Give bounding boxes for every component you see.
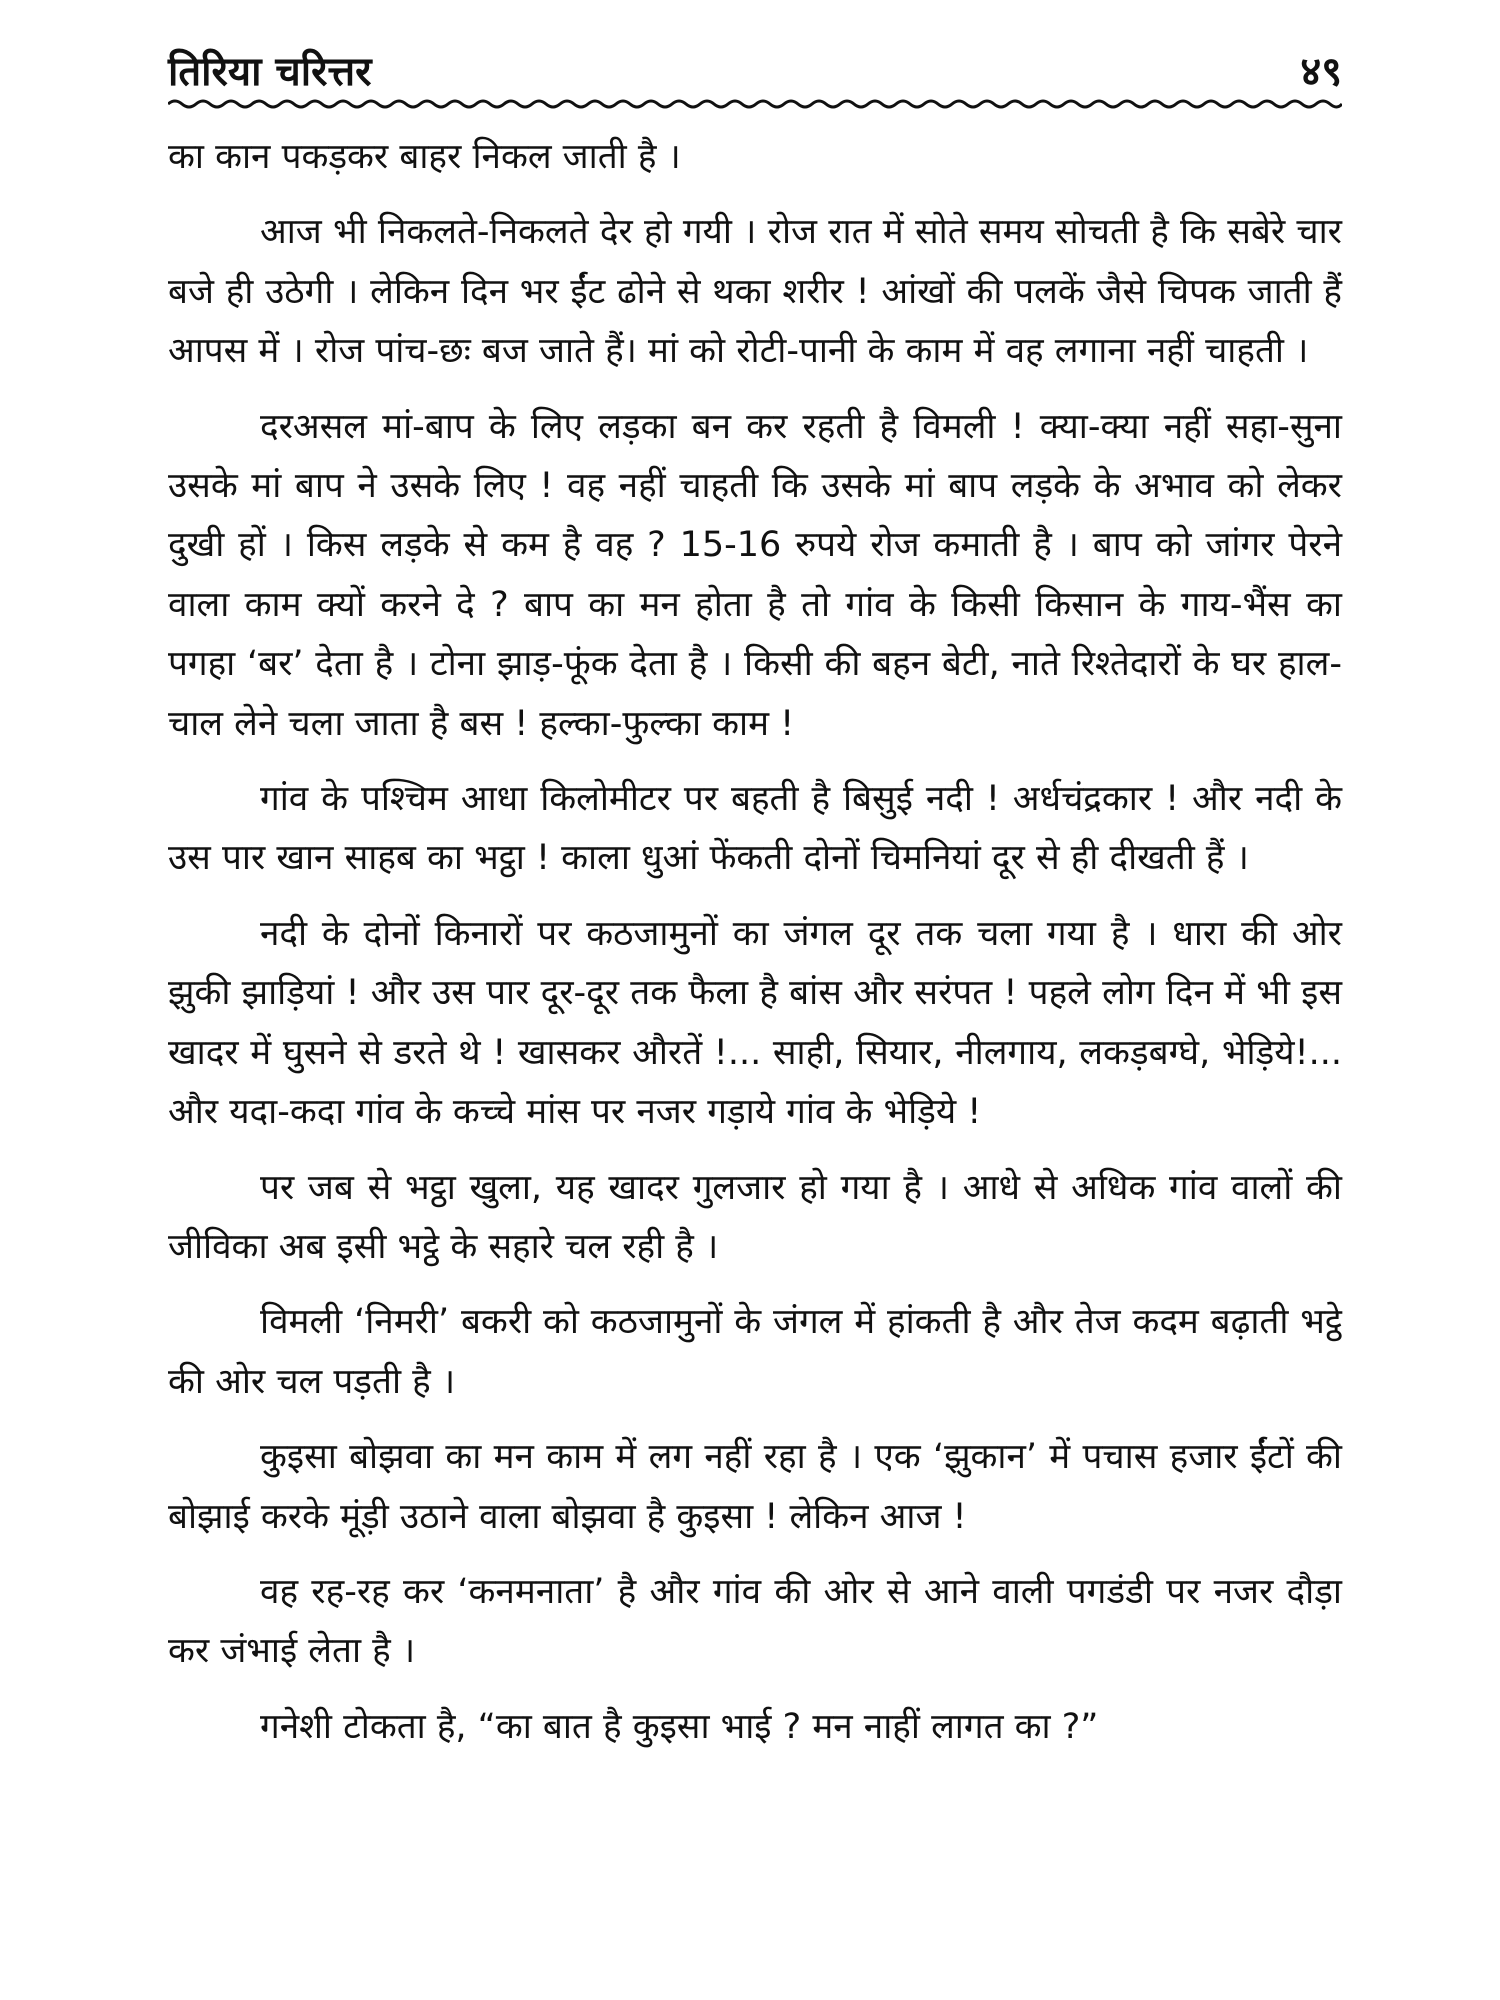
running-title: तिरिया चरित्तर [168,49,372,95]
header-wavy-rule [168,96,1342,112]
paragraph-5: नदी के दोनों किनारों पर कठजामुनों का जंगल दूर तक चला गया है । धारा की ओर झुकी झाड़ियां ! और उस पार दूर-दूर तक फैला है बांस और सरंपत ! पहले लोग दिन में भी इस खादर में घुसने से डरते थे ! खासकर औरतें !... साही, सियार, नीलगाय, लकड़बग्घे, भेड़िये!... और यदा-कदा गांव के कच्चे मांस पर नजर गड़ाये गांव के भेड़िये ! [168,913,1342,1133]
paragraph-9: वह रह-रह कर ‘कनमनाता’ है और गांव की ओर से आने वाली पगडंडी पर नजर दौड़ा कर जंभाई लेता है । [168,1571,1342,1672]
paragraph-6: पर जब से भट्ठा खुला, यह खादर गुलजार हो गया है । आधे से अधिक गांव वालों की जीविका अब इसी भट्ठे के सहारे चल रही है । [168,1167,1342,1267]
paragraph-8: कुइसा बोझवा का मन काम में लग नहीं रहा है । एक ‘झुकान’ में पचास हजार ईंटों की बोझाई करके मूंड़ी उठाने वाला बोझवा है कुइसा ! लेकिन आज ! [168,1437,1342,1537]
paragraph-10: गनेशी टोकता है, “का बात है कुइसा भाई ? मन नाहीं लागत का ?” [260,1706,1099,1747]
page-header [168,40,1342,100]
paragraph-2: आज भी निकलते-निकलते देर हो गयी । रोज रात में सोते समय सोचती है कि सबेरे चार बजे ही उठेगी । लेकिन दिन भर ईंट ढोने से थका शरीर ! आंखों की पलकें जैसे चिपक जाती हैं आपस में । रोज पांच-छः बज जाते हैं। मां को रोटी-पानी के काम में वह लगाना नहीं चाहती । [168,212,1342,372]
body-text [168,128,1342,1773]
paragraph-1: का कान पकड़कर बाहर निकल जाती है । [168,137,681,177]
paragraph-7: विमली ‘निमरी’ बकरी को कठजामुनों के जंगल में हांकती है और तेज कदम बढ़ाती भट्ठे की ओर चल पड़ती है । [168,1302,1342,1402]
page-number: ४९ [1300,49,1342,95]
paragraph-4: गांव के पश्चिम आधा किलोमीटर पर बहती है बिसुई नदी ! अर्धचंद्रकार ! और नदी के उस पार खान साहब का भट्ठा ! काला धुआं फेंकती दोनों चिमनियां दूर से ही दीखती हैं । [168,779,1342,879]
paragraph-3: दरअसल मां-बाप के लिए लड़का बन कर रहती है विमली ! क्या-क्या नहीं सहा-सुना उसके मां बाप ने उसके लिए ! वह नहीं चाहती कि उसके मां बाप लड़के के अभाव को लेकर दुखी हों । किस लड़के से कम है वह ? 15-16 रुपये रोज कमाती है । बाप को जांगर पेरने वाला काम क्यों करने दे ? बाप का मन होता है तो गांव के किसी किसान के गाय-भैंस का पगहा ‘बर’ देता है । टोना झाड़-फूंक देता है । किसी की बहन बेटी, नाते रिश्तेदारों के घर हाल-चाल लेने चला जाता है बस ! हल्का-फुल्का काम ! [168,406,1342,744]
